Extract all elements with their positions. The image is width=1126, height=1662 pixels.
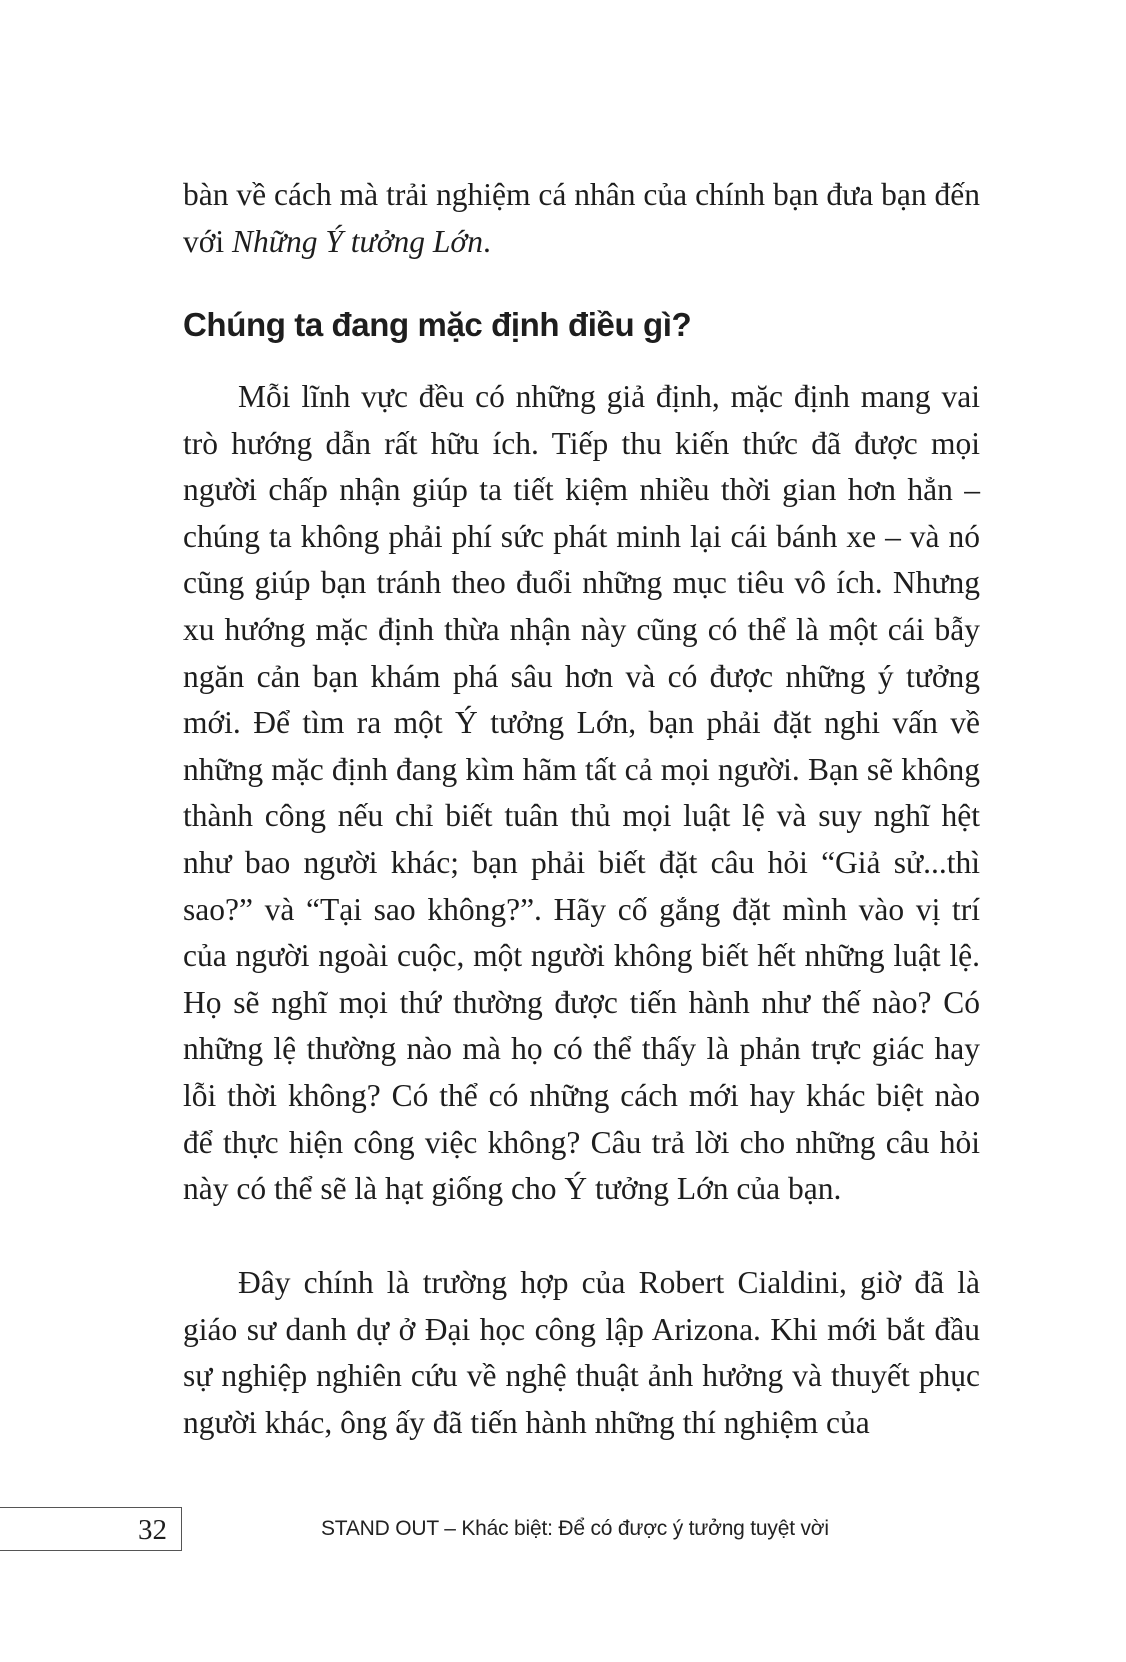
intro-italic-title: Những Ý tưởng Lớn (232, 223, 483, 259)
running-title: STAND OUT – Khác biệt: Để có được ý tưởng tuyệt vời (321, 1517, 829, 1540)
paragraph-text: Mỗi lĩnh vực đều có những giả định, mặc định mang vai trò hướng dẫn rất hữu ích. Tiếp thu kiến thức đã được mọi người chấp nhận giúp ta tiết kiệm nhiều thời gian hơn hẳn – chúng ta không phải phí sức phát minh lại cái bánh xe – và nó cũng giúp bạn tránh theo đuổi những mục tiêu vô ích. Nhưng xu hướng mặc định thừa nhận này cũng có thể là một cái bẫy ngăn cản bạn khám phá sâu hơn và có được những ý tưởng mới. Để tìm ra một Ý tưởng Lớn, bạn phải đặt nghi vấn về những mặc định đang kìm hãm tất cả mọi người. Bạn sẽ không thành công nếu chỉ biết tuân thủ mọi luật lệ và suy nghĩ hệt như bao người khác; bạn phải biết đặt câu hỏi “Giả sử...thì sao?” và “Tại sao không?”. Hãy cố gắng đặt mình vào vị trí của người ngoài cuộc, một người không biết hết những luật lệ. Họ sẽ nghĩ mọi thứ thường được tiến hành như thế nào? Có những lệ thường nào mà họ có thể thấy là phản trực giác hay lỗi thời không? Có thể có những cách mới hay khác biệt nào để thực hiện công việc không? Câu trả lời cho những câu hỏi này có thể sẽ là hạt giống cho Ý tưởng Lớn của bạn. (183, 379, 980, 1207)
page-number-box (0, 1507, 182, 1551)
paragraph-text: Đây chính là trường hợp của Robert Cialdini, giờ đã là giáo sư danh dự ở Đại học công lập Arizona. Khi mới bắt đầu sự nghiệp nghiên cứu về nghệ thuật ảnh hưởng và thuyết phục người khác, ông ấy đã tiến hành những thí nghiệm của (183, 1265, 980, 1440)
section-heading: Chúng ta đang mặc định điều gì? (183, 306, 692, 343)
intro-period: . (482, 223, 491, 259)
intro-text: bàn về cách mà trải nghiệm cá nhân của chính bạn đưa bạn đến với (183, 177, 980, 259)
page-number: 32 (138, 1514, 167, 1546)
intro-paragraph (183, 172, 980, 265)
body-paragraph-1 (183, 374, 980, 1213)
body-paragraph-2 (183, 1260, 980, 1446)
